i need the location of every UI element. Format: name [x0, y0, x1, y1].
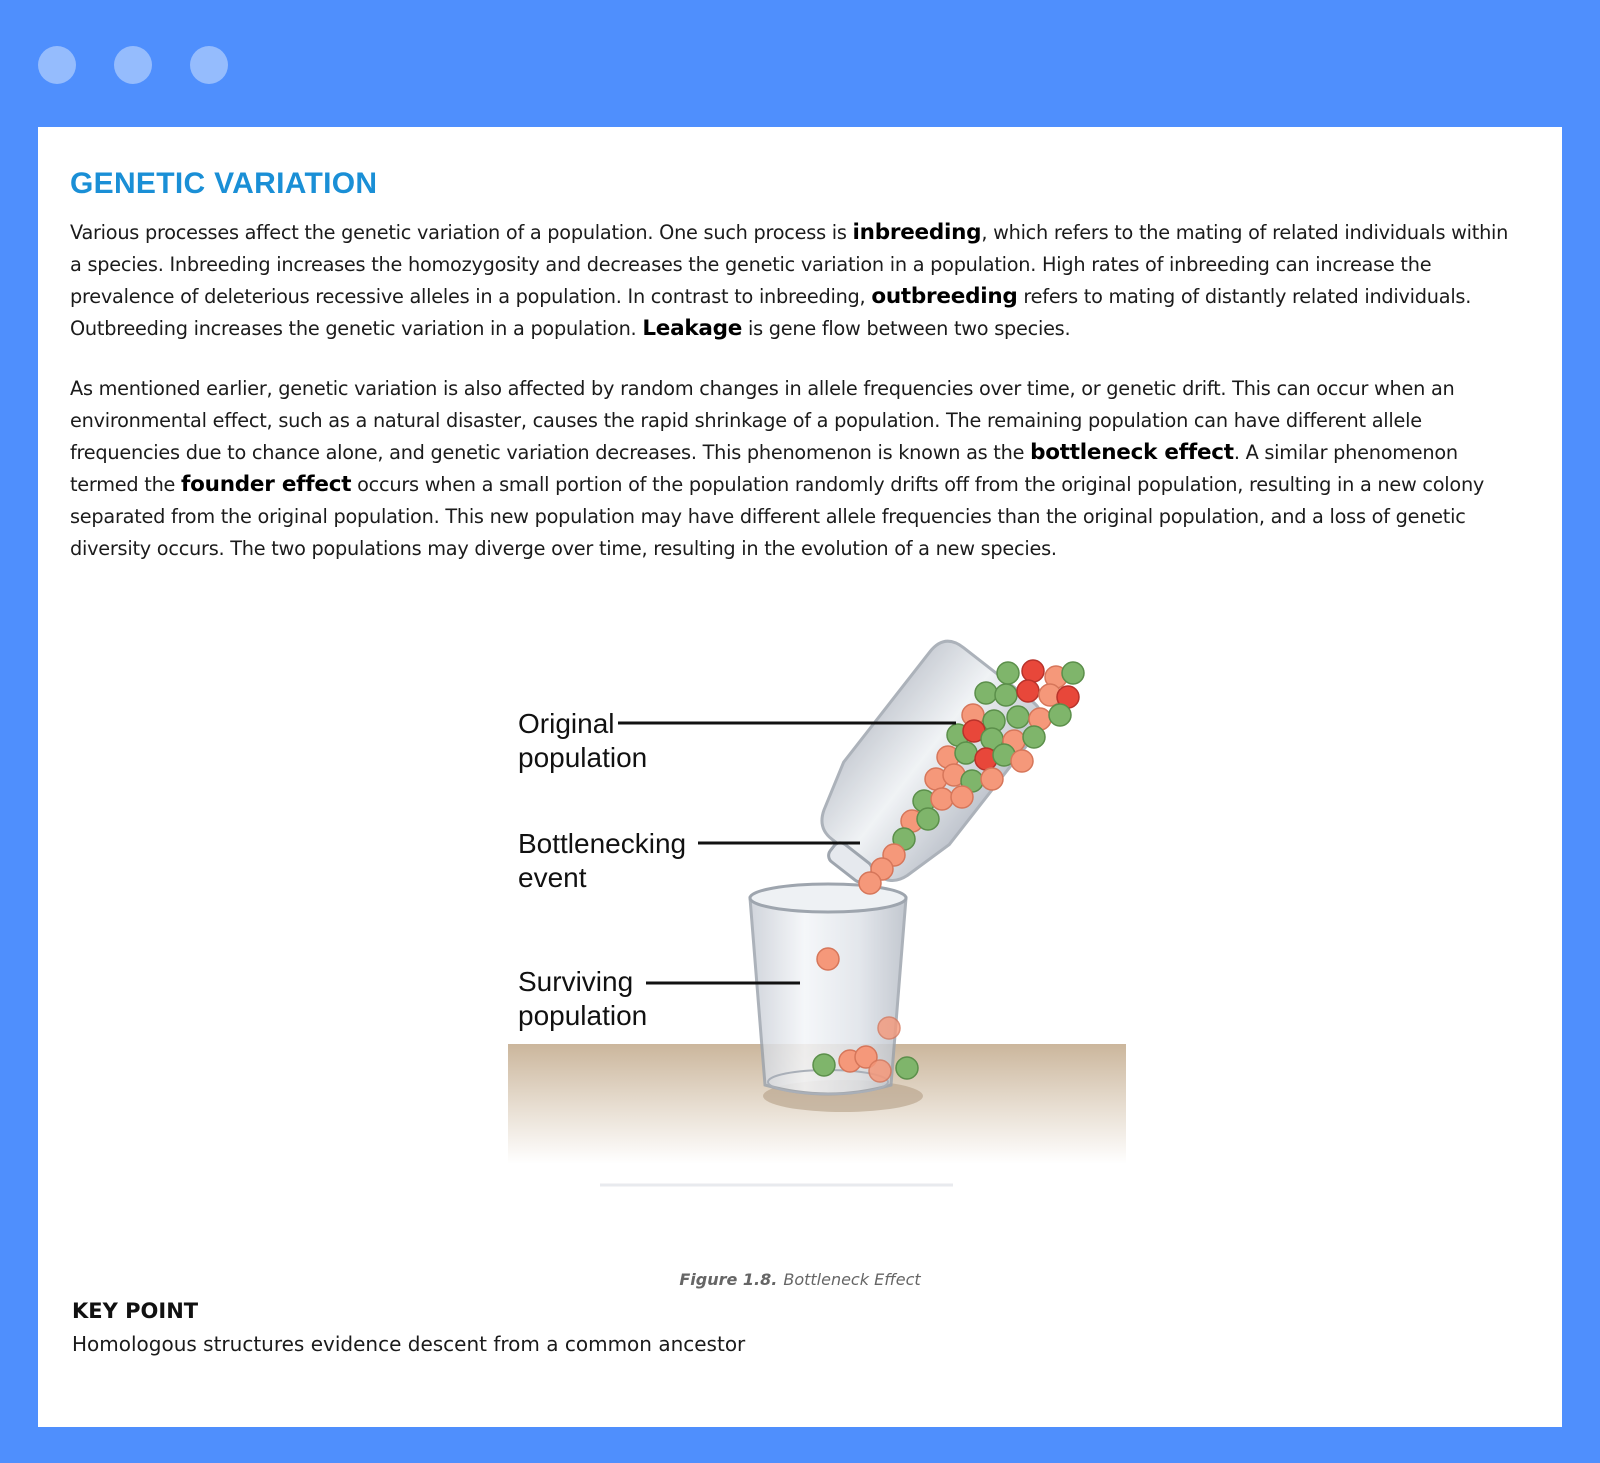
figure-caption-text: Bottleneck Effect [783, 1270, 921, 1289]
window-minimize-dot[interactable] [114, 46, 152, 84]
term-inbreeding: inbreeding [852, 220, 982, 245]
bottleneck-figure [508, 587, 1188, 1327]
label-original-population-line1: Original [518, 708, 615, 739]
label-original-population-line2: population [518, 742, 648, 773]
bottleneck-illustration [508, 587, 1188, 1327]
term-leakage: Leakage [642, 316, 743, 341]
window-maximize-dot[interactable] [190, 46, 228, 84]
figure-caption [38, 1270, 1562, 1289]
label-bottlenecking-event-line2: event [518, 862, 587, 893]
key-point-text: Homologous structures evidence descent from a common ancestor [72, 1332, 746, 1356]
figure-number: Figure 1.8. [679, 1270, 778, 1289]
window-controls [38, 46, 228, 84]
label-bottlenecking-event-line1: Bottlenecking [518, 828, 687, 859]
page-title: GENETIC VARIATION [70, 167, 378, 200]
window-close-dot[interactable] [38, 46, 76, 84]
term-bottleneck-effect: bottleneck effect [1030, 440, 1234, 465]
term-outbreeding: outbreeding [871, 284, 1018, 309]
label-surviving-population-line2: population [518, 1000, 648, 1031]
paragraph-genetic-drift: As mentioned earlier, genetic variation is also affected by random changes in allele frequencies over time, or genetic drift. This can occur when an environmental effect, such as a natural disaster, causes the rapid shrinkage of a population. The remaining population can have different allele frequencies due to chance alone, and genetic variation decreases. This phenomenon is known as the bottleneck effect. A similar phenomenon termed the founder effect occurs when a small portion of the population randomly drifts off from the original population, resulting in a new colony separated from the original population. This new population may have different allele frequencies than the original population, and a loss of genetic diversity occurs. The two populations may diverge over time, resulting in the evolution of a new species. [70, 377, 1485, 560]
paragraph-inbreeding: Various processes affect the genetic variation of a population. One such process is inbreeding, which refers to the mating of related individuals within a species. Inbreeding increases the homozygosity and decreases the genetic variation in a population. High rates of inbreeding can increase the prevalence of deleterious recessive alleles in a population. In contrast to inbreeding, outbreeding refers to mating of distantly related individuals. Outbreeding increases the genetic variation in a population. Leakage is gene flow between two species. [70, 220, 1509, 341]
key-point-heading: KEY POINT [72, 1299, 199, 1323]
label-surviving-population-line1: Surviving [518, 966, 634, 997]
term-founder-effect: founder effect [181, 472, 352, 497]
content-page [38, 127, 1562, 1427]
